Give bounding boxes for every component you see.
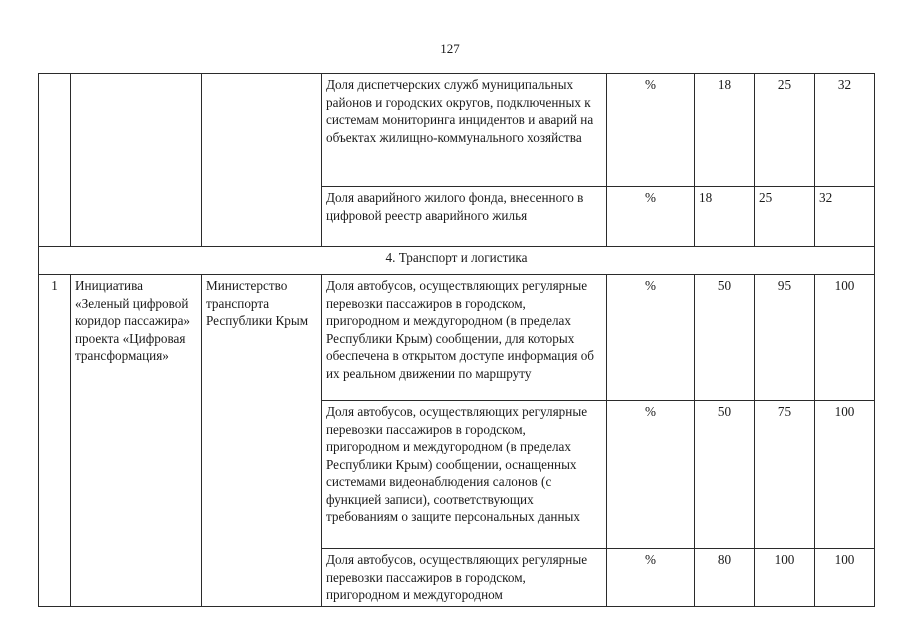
section-title: 4. Транспорт и логистика [39,247,875,275]
initiative-name: Инициатива «Зеленый цифровой коридор пассажира» проекта «Цифровая трансформация» [71,275,202,607]
value-2023: 75 [755,401,815,549]
indicator-cell: Доля аварийного жилого фонда, внесенного в цифровой реестр аварийного жилья [322,187,607,247]
value-2023: 100 [755,549,815,607]
value-2022: 18 [695,187,755,247]
table-row [39,275,875,401]
value-2023: 25 [755,187,815,247]
value-2024: 32 [815,187,875,247]
value-2024: 32 [815,74,875,187]
number-cell [39,74,71,247]
value-2022: 50 [695,275,755,401]
indicator-cell: Доля автобусов, осуществляющих регулярные перевозки пассажиров в городском, пригородном и междугородном (в пределах Республики Крым) сообщении, для которых обеспечена в открытом доступе информация об их реальном движении по маршруту [322,275,607,401]
value-2024: 100 [815,401,875,549]
indicator-cell: Доля автобусов, осуществляющих регулярные перевозки пассажиров в городском, пригородном и междугородном (в пределах Республики Крым) сообщении, оснащенных системами видеонаблюдения салонов (с функцией записи), соответствующих требованиям о защите персональных данных [322,401,607,549]
row-number: 1 [39,275,71,607]
unit-cell: % [607,401,695,549]
unit-cell: % [607,74,695,187]
value-2022: 80 [695,549,755,607]
value-2022: 50 [695,401,755,549]
page-number: 127 [440,41,460,56]
section-row [39,247,875,275]
indicators-table [38,73,875,607]
value-2024: 100 [815,549,875,607]
value-2024: 100 [815,275,875,401]
indicator-cell: Доля автобусов, осуществляющих регулярные перевозки пассажиров в городском, пригородном и междугородном [322,549,607,607]
indicator-cell: Доля диспетчерских служб муниципальных районов и городских округов, подключенных к системам мониторинга инцидентов и аварий на объектах жилищно-коммунального хозяйства [322,74,607,187]
executor-name: Министерство транспорта Республики Крым [202,275,322,607]
initiative-cell [71,74,202,247]
value-2023: 25 [755,74,815,187]
executor-cell [202,74,322,247]
value-2022: 18 [695,74,755,187]
unit-cell: % [607,275,695,401]
table-row [39,74,875,187]
unit-cell: % [607,187,695,247]
unit-cell: % [607,549,695,607]
value-2023: 95 [755,275,815,401]
